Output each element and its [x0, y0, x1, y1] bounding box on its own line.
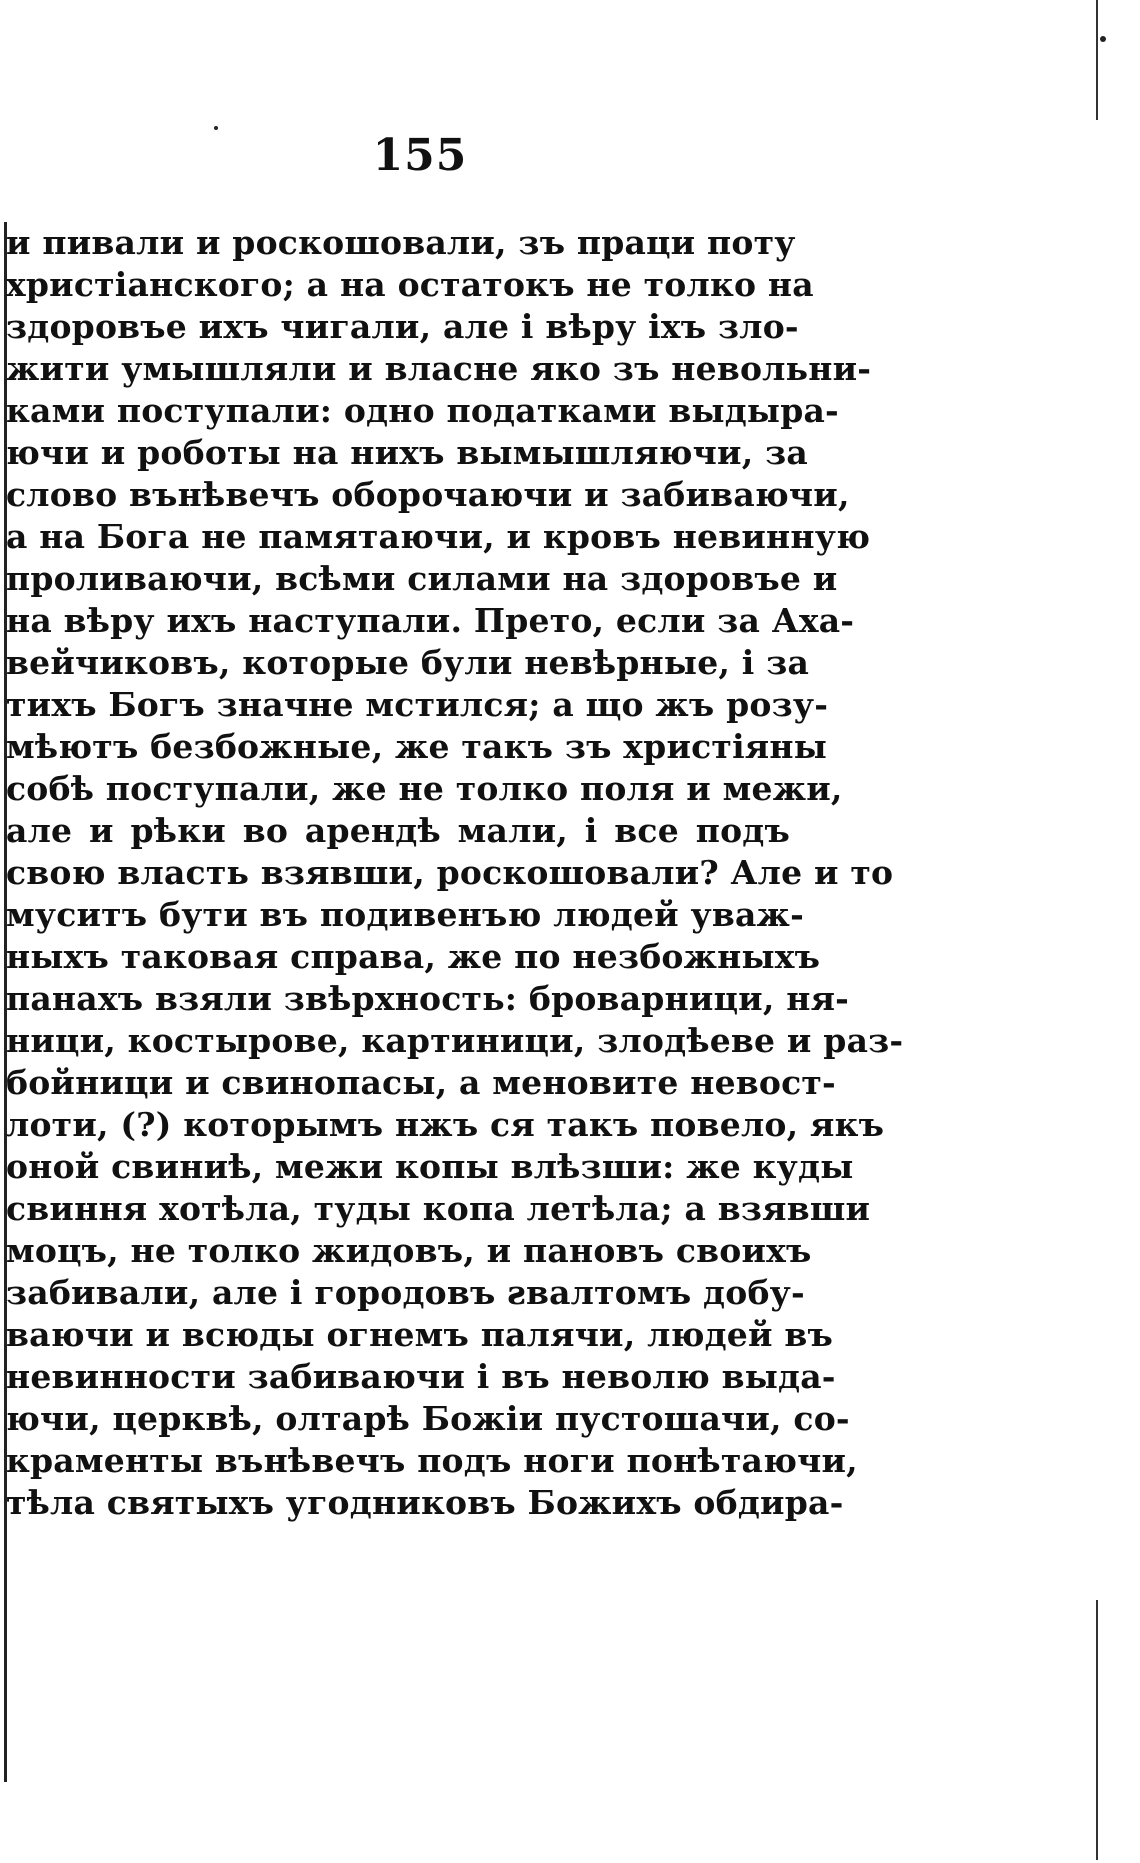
text-line: але и рѣки во арендѣ мали, і все подъ — [6, 811, 790, 850]
text-line: невинности забиваючи і въ неволю выда- — [6, 1357, 836, 1396]
text-line: ючи и роботы на нихъ вымышляючи, за — [6, 433, 808, 472]
scan-speck — [1100, 36, 1106, 42]
body-text — [6, 222, 904, 1524]
scan-speck — [214, 126, 218, 130]
text-line: краменты вънѣвечъ подъ ноги понѣтаючи, — [6, 1441, 858, 1480]
text-line: свиння хотѣла, туды копа летѣла; а взявши — [6, 1189, 871, 1228]
text-line: ками поступали: одно податками выдыра- — [6, 391, 839, 430]
text-line: забивали, але і городовъ ꙅвалтомъ добу- — [6, 1273, 805, 1312]
text-line: муситъ бути въ подивенъю людей уваж- — [6, 895, 804, 934]
text-line: христіанского; а на остатокъ не толко на — [6, 265, 814, 304]
text-line: тѣла святыхъ угодниковъ Божихъ обдира- — [6, 1483, 844, 1522]
text-line: тихъ Богъ значне мстился; а що жъ розу- — [6, 685, 829, 724]
page-number: 155 — [372, 130, 468, 181]
text-line: жити умышляли и власне яко зъ невольни- — [6, 349, 872, 388]
text-line: и пивали и роскошовали, зъ праци поту — [6, 223, 796, 262]
page-edge-bottom — [1096, 1600, 1098, 1860]
text-line: панахъ взяли звѣрхность: броварници, ня- — [6, 979, 850, 1018]
text-line: мѣютъ безбожные, же такъ зъ христіяны — [6, 727, 828, 766]
text-line: лоти, (?) которымъ нжъ ся такъ повело, якъ — [6, 1105, 885, 1144]
text-line: свою власть взявши, роскошовали? Але и то — [6, 853, 894, 892]
text-line: оной свиниѣ, межи копы влѣзши: же куды — [6, 1147, 854, 1186]
text-line: моцъ, не толко жидовъ, и пановъ своихъ — [6, 1231, 812, 1270]
text-line: собѣ поступали, же не толко поля и межи, — [6, 769, 843, 808]
text-line: проливаючи, всѣми силами на здоровъе и — [6, 559, 838, 598]
text-line: на вѣру ихъ наступали. Прето, если за Аха- — [6, 601, 855, 640]
text-line: ючи, церквѣ, олтарѣ Божіи пустошачи, со- — [6, 1399, 850, 1438]
text-line: ници, костырове, картиници, злодѣеве и раз- — [6, 1021, 904, 1060]
text-line: вейчиковъ, которые були невѣрные, і за — [6, 643, 810, 682]
text-line: слово вънѣвечъ оборочаючи и забиваючи, — [6, 475, 850, 514]
page-edge-top — [1096, 0, 1098, 120]
text-line: ваючи и всюды огнемъ палячи, людей въ — [6, 1315, 834, 1354]
text-line: ныхъ таковая справа, же по незбожныхъ — [6, 937, 821, 976]
text-line: а на Бога не памятаючи, и кровъ невинную — [6, 517, 871, 556]
text-line: здоровъе ихъ чигали, але і вѣру іхъ зло- — [6, 307, 799, 346]
text-line: бойници и свинопасы, а меновите невост- — [6, 1063, 836, 1102]
